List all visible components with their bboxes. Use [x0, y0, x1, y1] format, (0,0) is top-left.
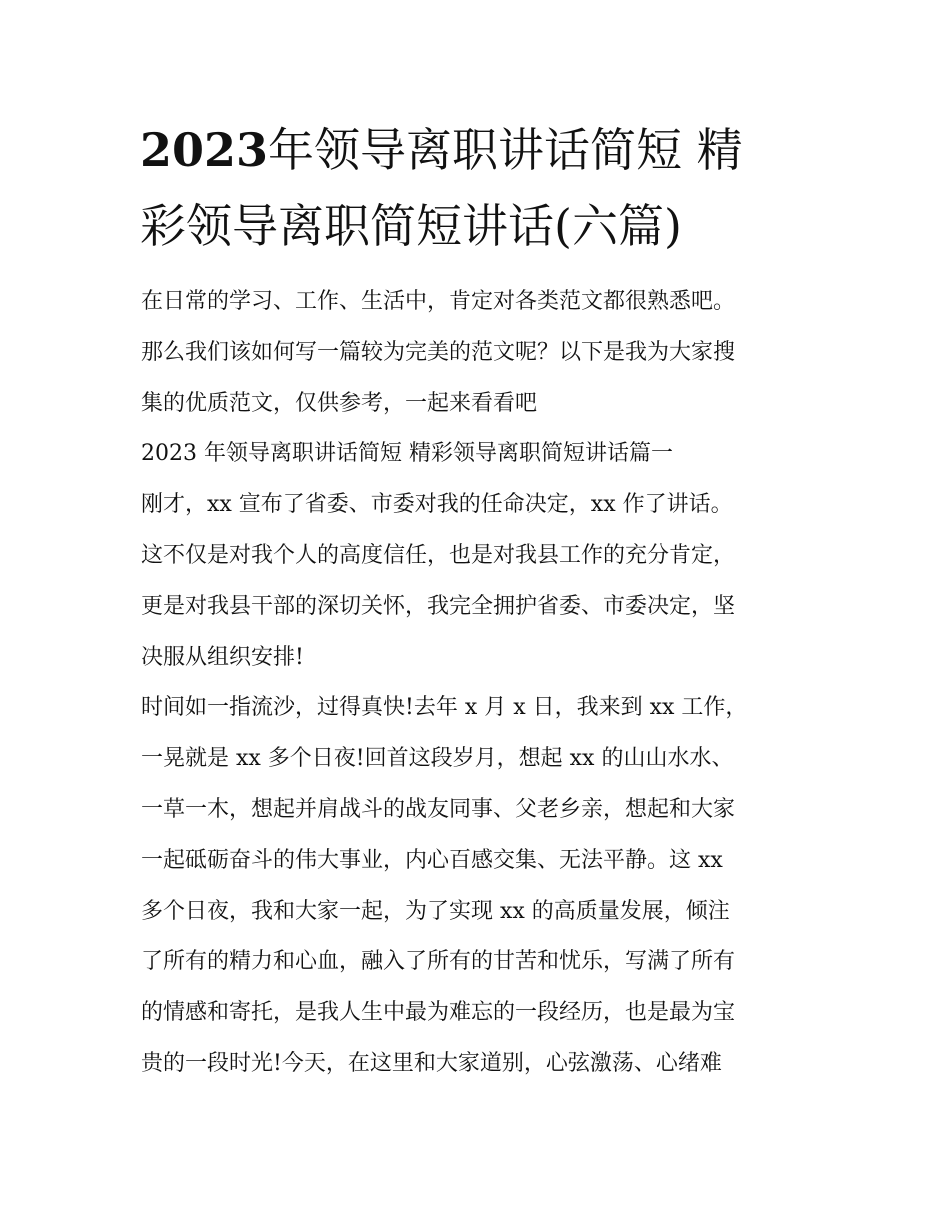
paragraph-line: 一晃就是 xx 多个日夜!回首这段岁月，想起 xx 的山山水水、 [141, 746, 734, 772]
paragraph-line: 贵的一段时光!今天，在这里和大家道别，心弦激荡、心绪难 [141, 1050, 722, 1076]
paragraph-line: 更是对我县干部的深切关怀，我完全拥护省委、市委决定，坚 [141, 593, 736, 619]
document-title [140, 112, 820, 264]
section-heading: 2023 年领导离职讲话简短 精彩领导离职简短讲话篇一 [141, 441, 673, 467]
title-line-2: 彩领导离职简短讲话(六篇) [140, 199, 682, 253]
paragraph-line: 一草一木，想起并肩战斗的战友同事、父老乡亲，想起和大家 [141, 796, 736, 822]
paragraph-line: 一起砥砺奋斗的伟大事业，内心百感交集、无法平静。这 xx [141, 847, 723, 873]
paragraph-line: 多个日夜，我和大家一起，为了实现 xx 的高质量发展，倾注 [141, 898, 730, 924]
paragraph-line: 的情感和寄托，是我人生中最为难忘的一段经历，也是最为宝 [141, 1000, 736, 1026]
paragraph-line: 了所有的精力和心血，融入了所有的甘苦和忧乐，写满了所有 [141, 949, 736, 975]
paragraph-line: 时间如一指流沙，过得真快!去年 x 月 x 日，我来到 xx 工作， [141, 695, 748, 721]
title-line-1 [140, 112, 820, 188]
paragraph-line: 这不仅是对我个人的高度信任，也是对我县工作的充分肯定， [141, 542, 736, 568]
title-year: 2023 [140, 123, 269, 177]
paragraph-line: 集的优质范文，仅供参考，一起来看看吧 [141, 390, 538, 416]
paragraph-line: 那么我们该如何写一篇较为完美的范文呢？以下是我为大家搜 [141, 339, 736, 365]
paragraph-line: 刚才，xx 宣布了省委、市委对我的任命决定，xx 作了讲话。 [141, 492, 733, 518]
document-body [141, 277, 831, 1090]
paragraph-line: 决服从组织安排! [141, 644, 304, 670]
paragraph-line: 在日常的学习、工作、生活中，肯定对各类范文都很熟悉吧。 [141, 289, 736, 314]
title-line-1-text: 年领导离职讲话简短 精 [268, 123, 743, 177]
